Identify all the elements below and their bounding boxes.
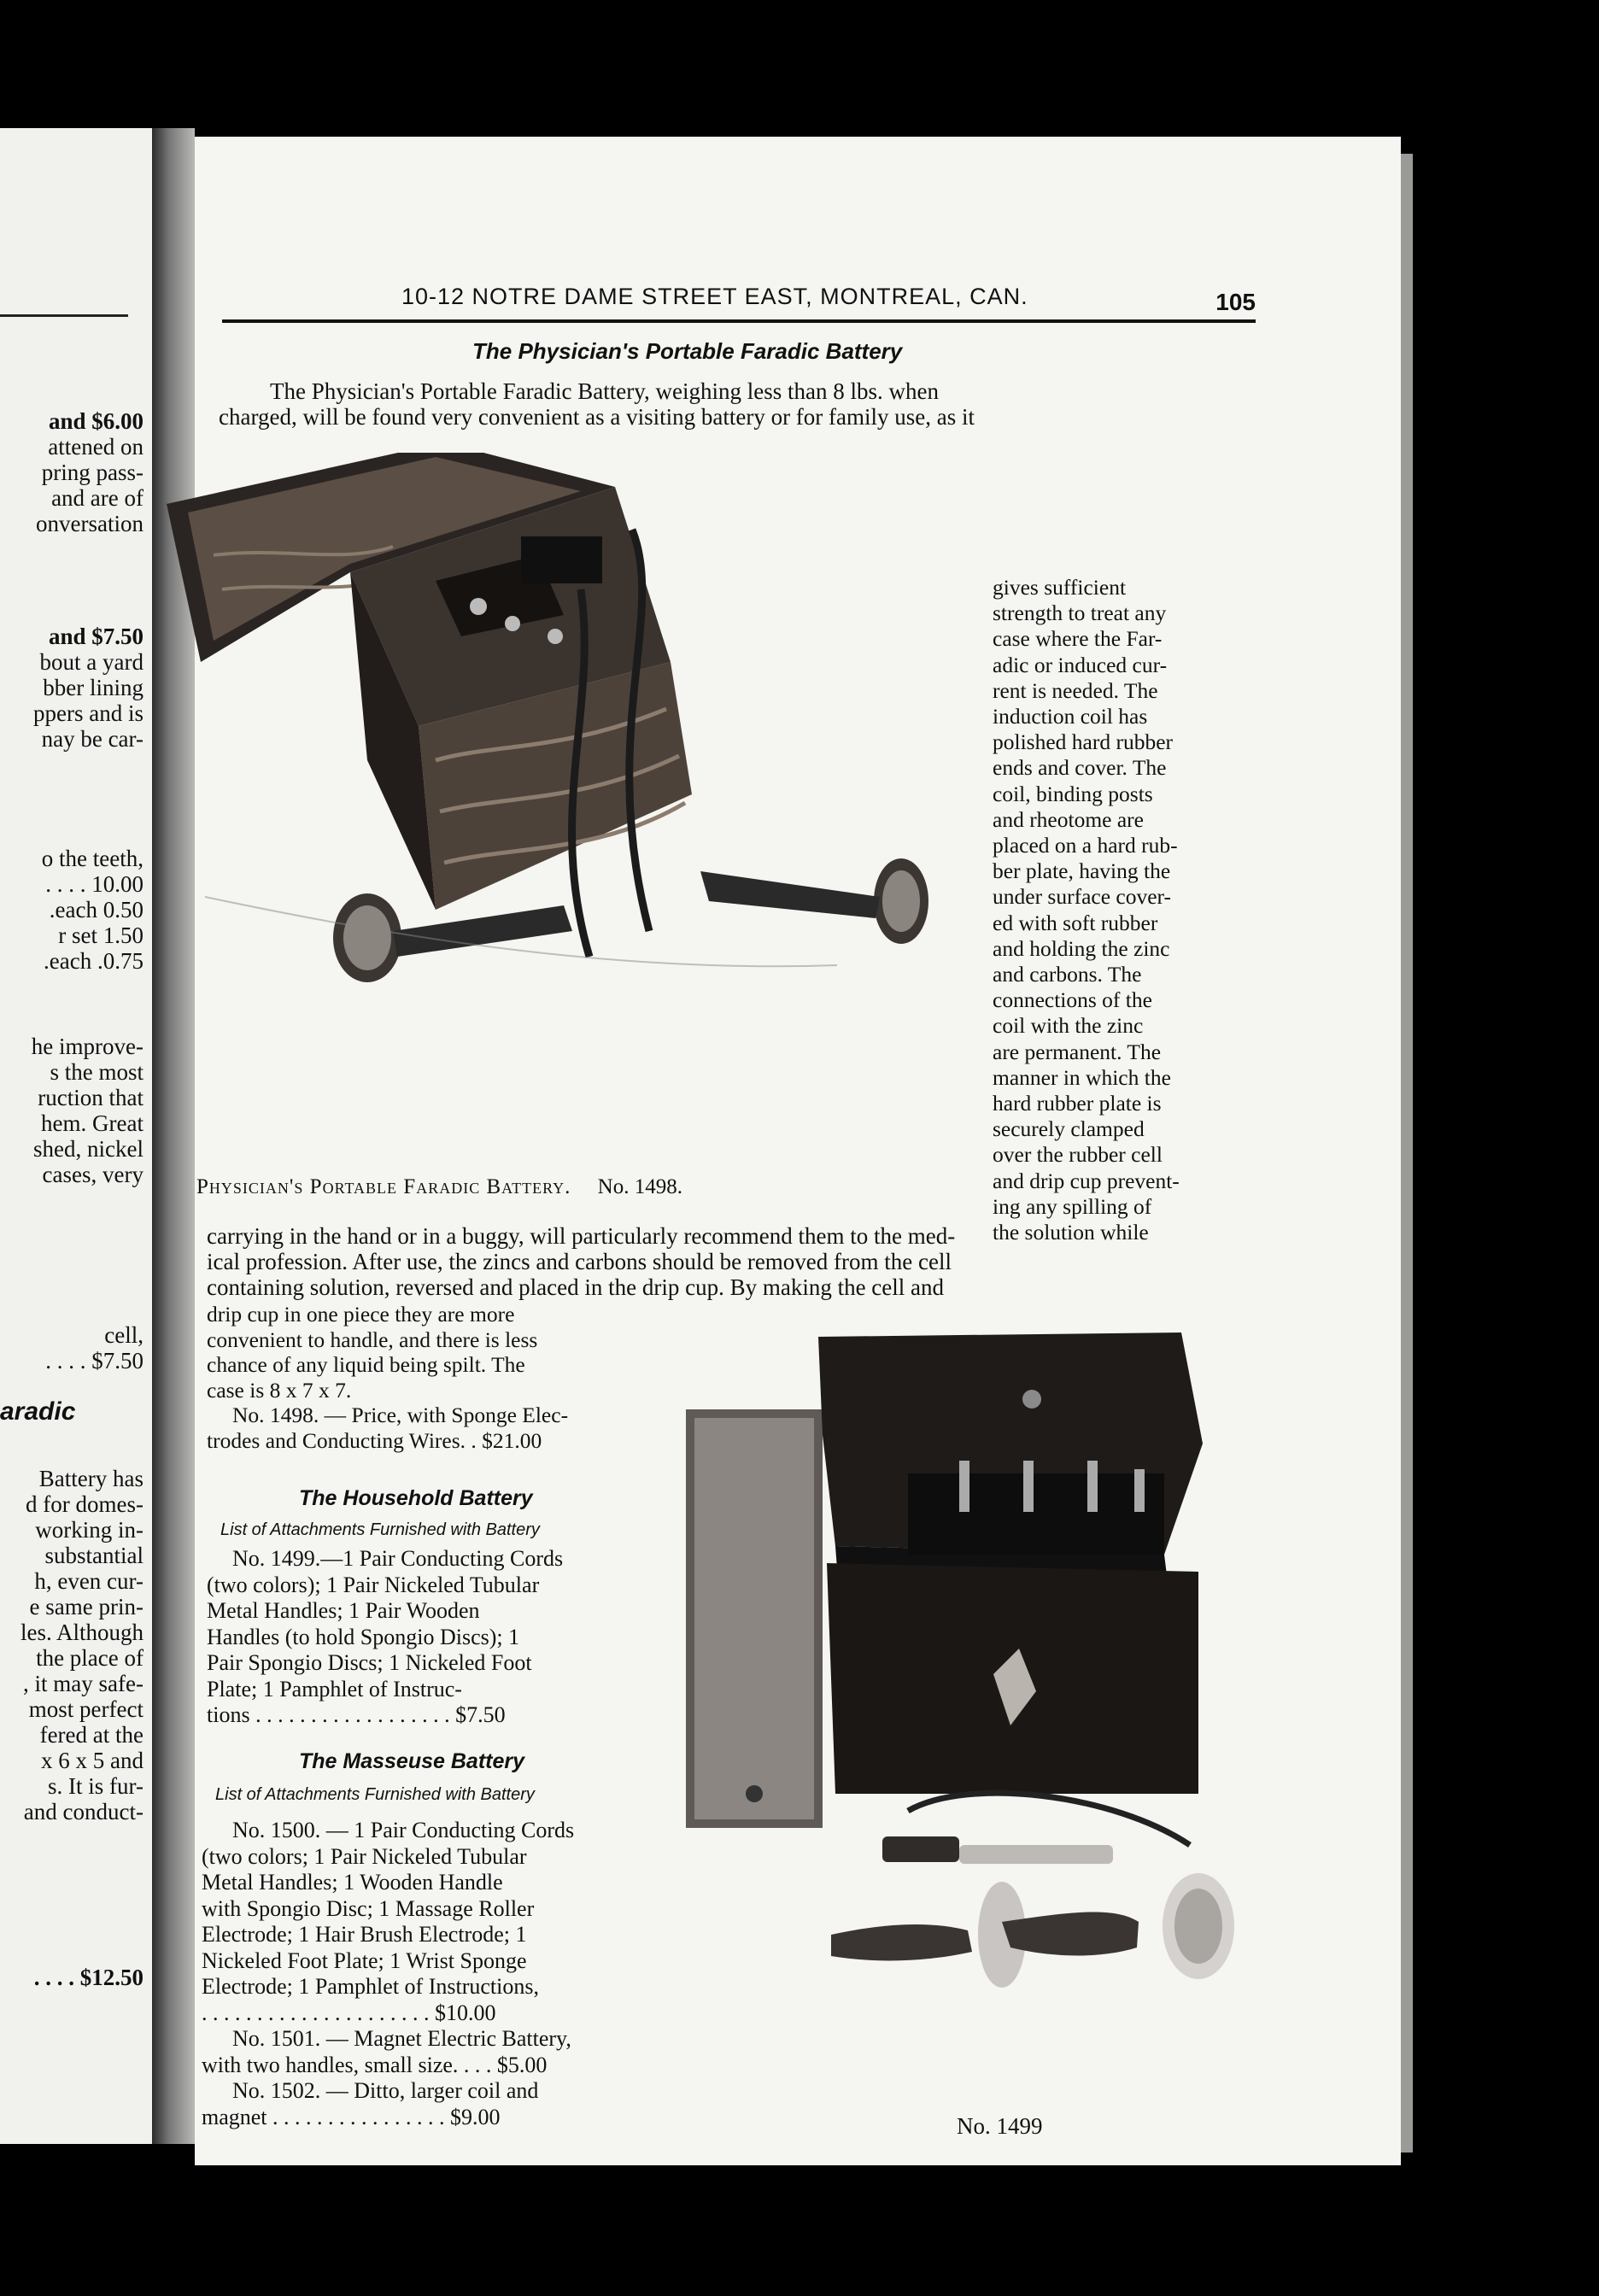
faradic-body-line: ical profession. After use, the zincs and carbons should be removed from the cell: [207, 1249, 952, 1274]
left-fragment-line: cases, very: [42, 1162, 144, 1187]
faradic-price-line: No. 1498. — Price, with Sponge Elec-: [232, 1403, 569, 1427]
left-fragment-line: r set 1.50: [58, 922, 144, 948]
masseuse-line: No. 1500. — 1 Pair Conducting Cords: [232, 1818, 575, 1842]
faradic-column-line: strength to treat any: [993, 600, 1167, 626]
left-fragment-line: he improve-: [31, 1034, 144, 1059]
faradic-title: The Physician's Portable Faradic Battery: [472, 338, 903, 364]
faradic-column-line: rent is needed. The: [993, 677, 1158, 703]
left-fragment-line: the place of: [36, 1645, 144, 1671]
left-fragment-line: and conduct-: [23, 1799, 144, 1824]
faradic-price-line: trodes and Conducting Wires. . $21.00: [207, 1427, 542, 1453]
faradic-column-line: ber plate, having the: [993, 858, 1171, 884]
faradic-column-line: ends and cover. The: [993, 755, 1167, 781]
masseuse-line: . . . . . . . . . . . . . . . . . . . . . $10.00: [202, 2000, 496, 2025]
faradic-column-line: and holding the zinc: [993, 935, 1170, 961]
faradic-narrow-text: [207, 1302, 568, 1453]
left-fragment-line: onversation: [36, 511, 144, 536]
left-fragment-line: . . . . 10.00: [45, 871, 144, 897]
left-fragment-line: fered at the: [39, 1722, 144, 1748]
masseuse-title: The Masseuse Battery: [299, 1749, 525, 1773]
faradic-column-line: ed with soft rubber: [993, 910, 1158, 935]
left-fragment-line: .each 0.50: [49, 897, 144, 922]
left-fragment-line: cell,: [104, 1322, 144, 1348]
faradic-battery-illustration: [154, 453, 1016, 1012]
faradic-body-line: chance of any liquid being spilt. The: [207, 1352, 525, 1377]
household-figure-caption: No. 1499: [957, 2113, 1043, 2139]
faradic-column-line: manner in which the: [993, 1064, 1171, 1090]
left-fragment-line: . . . . $12.50: [33, 1965, 144, 1990]
book-gutter: [152, 128, 195, 2144]
faradic-column-line: under surface cover-: [993, 884, 1172, 910]
masseuse-line: Metal Handles; 1 Wooden Handle: [202, 1870, 503, 1895]
page-105: [195, 137, 1401, 2165]
left-fragment-line: hem. Great: [41, 1110, 144, 1136]
household-line: tions . . . . . . . . . . . . . . . . . . $7.50: [207, 1702, 506, 1727]
masseuse-line: with two handles, small size. . . . $5.00: [202, 2052, 548, 2077]
faradic-column-line: case where the Far-: [993, 626, 1163, 652]
left-fragment-line: les. Although: [20, 1620, 144, 1645]
masseuse-subtitle: List of Attachments Furnished with Battery: [215, 1785, 535, 1804]
household-line: (two colors); 1 Pair Nickeled Tubular: [207, 1572, 540, 1597]
faradic-column-line: connections of the: [993, 987, 1152, 1013]
left-fragment-line: . . . . $7.50: [45, 1348, 144, 1374]
left-fragment-line: pring pass-: [41, 460, 144, 485]
left-fragment-line: and are of: [51, 485, 144, 511]
left-page-fragment: [0, 128, 152, 2144]
left-fragment-line: ruction that: [38, 1085, 144, 1110]
masseuse-line: magnet . . . . . . . . . . . . . . . . $9.00: [202, 2104, 501, 2129]
faradic-column-line: securely clamped: [993, 1116, 1145, 1142]
left-fragment-line: e same prin-: [29, 1594, 144, 1620]
left-fragment-line: d for domes-: [26, 1491, 144, 1517]
left-fragment-line: o the teeth,: [41, 846, 144, 871]
left-fragment-heading: aradic: [0, 1397, 76, 1426]
household-title: The Household Battery: [299, 1486, 533, 1510]
left-fragment-line: s. It is fur-: [48, 1773, 144, 1799]
household-line: Metal Handles; 1 Pair Wooden: [207, 1598, 480, 1623]
faradic-column-line: ing any spilling of: [993, 1193, 1152, 1219]
household-text: [207, 1546, 563, 1729]
faradic-column-line: polished hard rubber: [993, 729, 1174, 755]
household-battery-illustration: [686, 1332, 1335, 2024]
faradic-body-line: case is 8 x 7 x 7.: [207, 1377, 352, 1403]
faradic-body-line: drip cup in one piece they are more: [207, 1302, 515, 1327]
masseuse-line: No. 1502. — Ditto, larger coil and: [232, 2078, 539, 2103]
left-fragment-line: substantial: [44, 1543, 144, 1568]
left-fragment-line: working in-: [35, 1517, 144, 1543]
left-fragment-line: attened on: [48, 434, 144, 460]
masseuse-line: Nickeled Foot Plate; 1 Wrist Sponge: [202, 1948, 527, 1973]
masseuse-line: with Spongio Disc; 1 Massage Roller: [202, 1895, 535, 1921]
running-header: [222, 282, 1256, 323]
faradic-column-line: placed on a hard rub-: [993, 833, 1178, 858]
left-fragment-line: shed, nickel: [33, 1136, 144, 1162]
faradic-column-line: and drip cup prevent-: [993, 1168, 1180, 1193]
page-number: 105: [1215, 289, 1256, 315]
faradic-figure-caption: [196, 1175, 682, 1199]
household-line: Plate; 1 Pamphlet of Instruc-: [207, 1676, 462, 1702]
faradic-column-line: hard rubber plate is: [993, 1091, 1162, 1116]
left-fragment-line: .each .0.75: [44, 948, 144, 974]
left-fragment-line: bout a yard: [39, 649, 144, 675]
faradic-caption-number: No. 1498.: [597, 1175, 682, 1198]
faradic-column-line: coil with the zinc: [993, 1013, 1144, 1039]
household-line: No. 1499.—1 Pair Conducting Cords: [232, 1546, 564, 1571]
left-fragment-line: x 6 x 5 and: [41, 1748, 144, 1773]
left-fragment-line: nay be car-: [41, 726, 144, 752]
masseuse-line: No. 1501. — Magnet Electric Battery,: [232, 2026, 571, 2051]
masseuse-line: Electrode; 1 Pamphlet of Instructions,: [202, 1974, 539, 1999]
left-fragment-line: and $6.00: [48, 408, 144, 434]
left-fragment-line: Battery has: [38, 1466, 144, 1491]
faradic-column-line: gives sufficient: [993, 575, 1127, 600]
masseuse-line: Electrode; 1 Hair Brush Electrode; 1: [202, 1922, 527, 1947]
left-fragment-line: most perfect: [28, 1696, 144, 1722]
faradic-column-line: induction coil has: [993, 704, 1148, 729]
left-fragment-line: , it may safe-: [23, 1671, 144, 1696]
household-subtitle: List of Attachments Furnished with Battery: [220, 1520, 540, 1539]
faradic-caption-text: Physician's Portable Faradic Battery.: [196, 1175, 571, 1198]
faradic-body-line: carrying in the hand or in a buggy, will particularly recommend them to the med-: [207, 1223, 956, 1249]
household-line: Handles (to hold Spongio Discs); 1: [207, 1624, 520, 1649]
left-page-rule: [0, 314, 128, 317]
left-fragment-line: ppers and is: [33, 700, 144, 726]
faradic-column-line: are permanent. The: [993, 1039, 1162, 1064]
faradic-column-text: [993, 575, 1411, 1245]
faradic-column-line: adic or induced cur-: [993, 652, 1168, 677]
faradic-intro-line: The Physician's Portable Faradic Battery, weighing less than 8 lbs. when: [270, 378, 939, 404]
left-fragment-line: bber lining: [43, 675, 144, 700]
faradic-column-line: and rheotome are: [993, 806, 1144, 832]
left-fragment-line: s the most: [50, 1059, 144, 1085]
faradic-column-line: the solution while: [993, 1220, 1149, 1245]
faradic-body-line: containing solution, reversed and placed in the drip cup. By making the cell and: [207, 1274, 945, 1300]
household-line: Pair Spongio Discs; 1 Nickeled Foot: [207, 1650, 532, 1675]
masseuse-line: (two colors; 1 Pair Nickeled Tubular: [202, 1843, 527, 1869]
header-address: 10-12 NOTRE DAME STREET EAST, MONTREAL, CAN.: [401, 284, 1028, 309]
faradic-body-line: convenient to handle, and there is less: [207, 1327, 538, 1352]
masseuse-text: [202, 1818, 574, 2130]
left-fragment-line: h, even cur-: [34, 1568, 144, 1594]
faradic-column-line: coil, binding posts: [993, 781, 1153, 806]
faradic-intro-line: charged, will be found very convenient as a visiting battery or for family use, as it: [219, 404, 975, 430]
faradic-column-line: over the rubber cell: [993, 1142, 1163, 1168]
faradic-column-line: and carbons. The: [993, 962, 1142, 987]
left-fragment-line: and $7.50: [48, 624, 144, 649]
page-edge: [1401, 154, 1413, 2152]
